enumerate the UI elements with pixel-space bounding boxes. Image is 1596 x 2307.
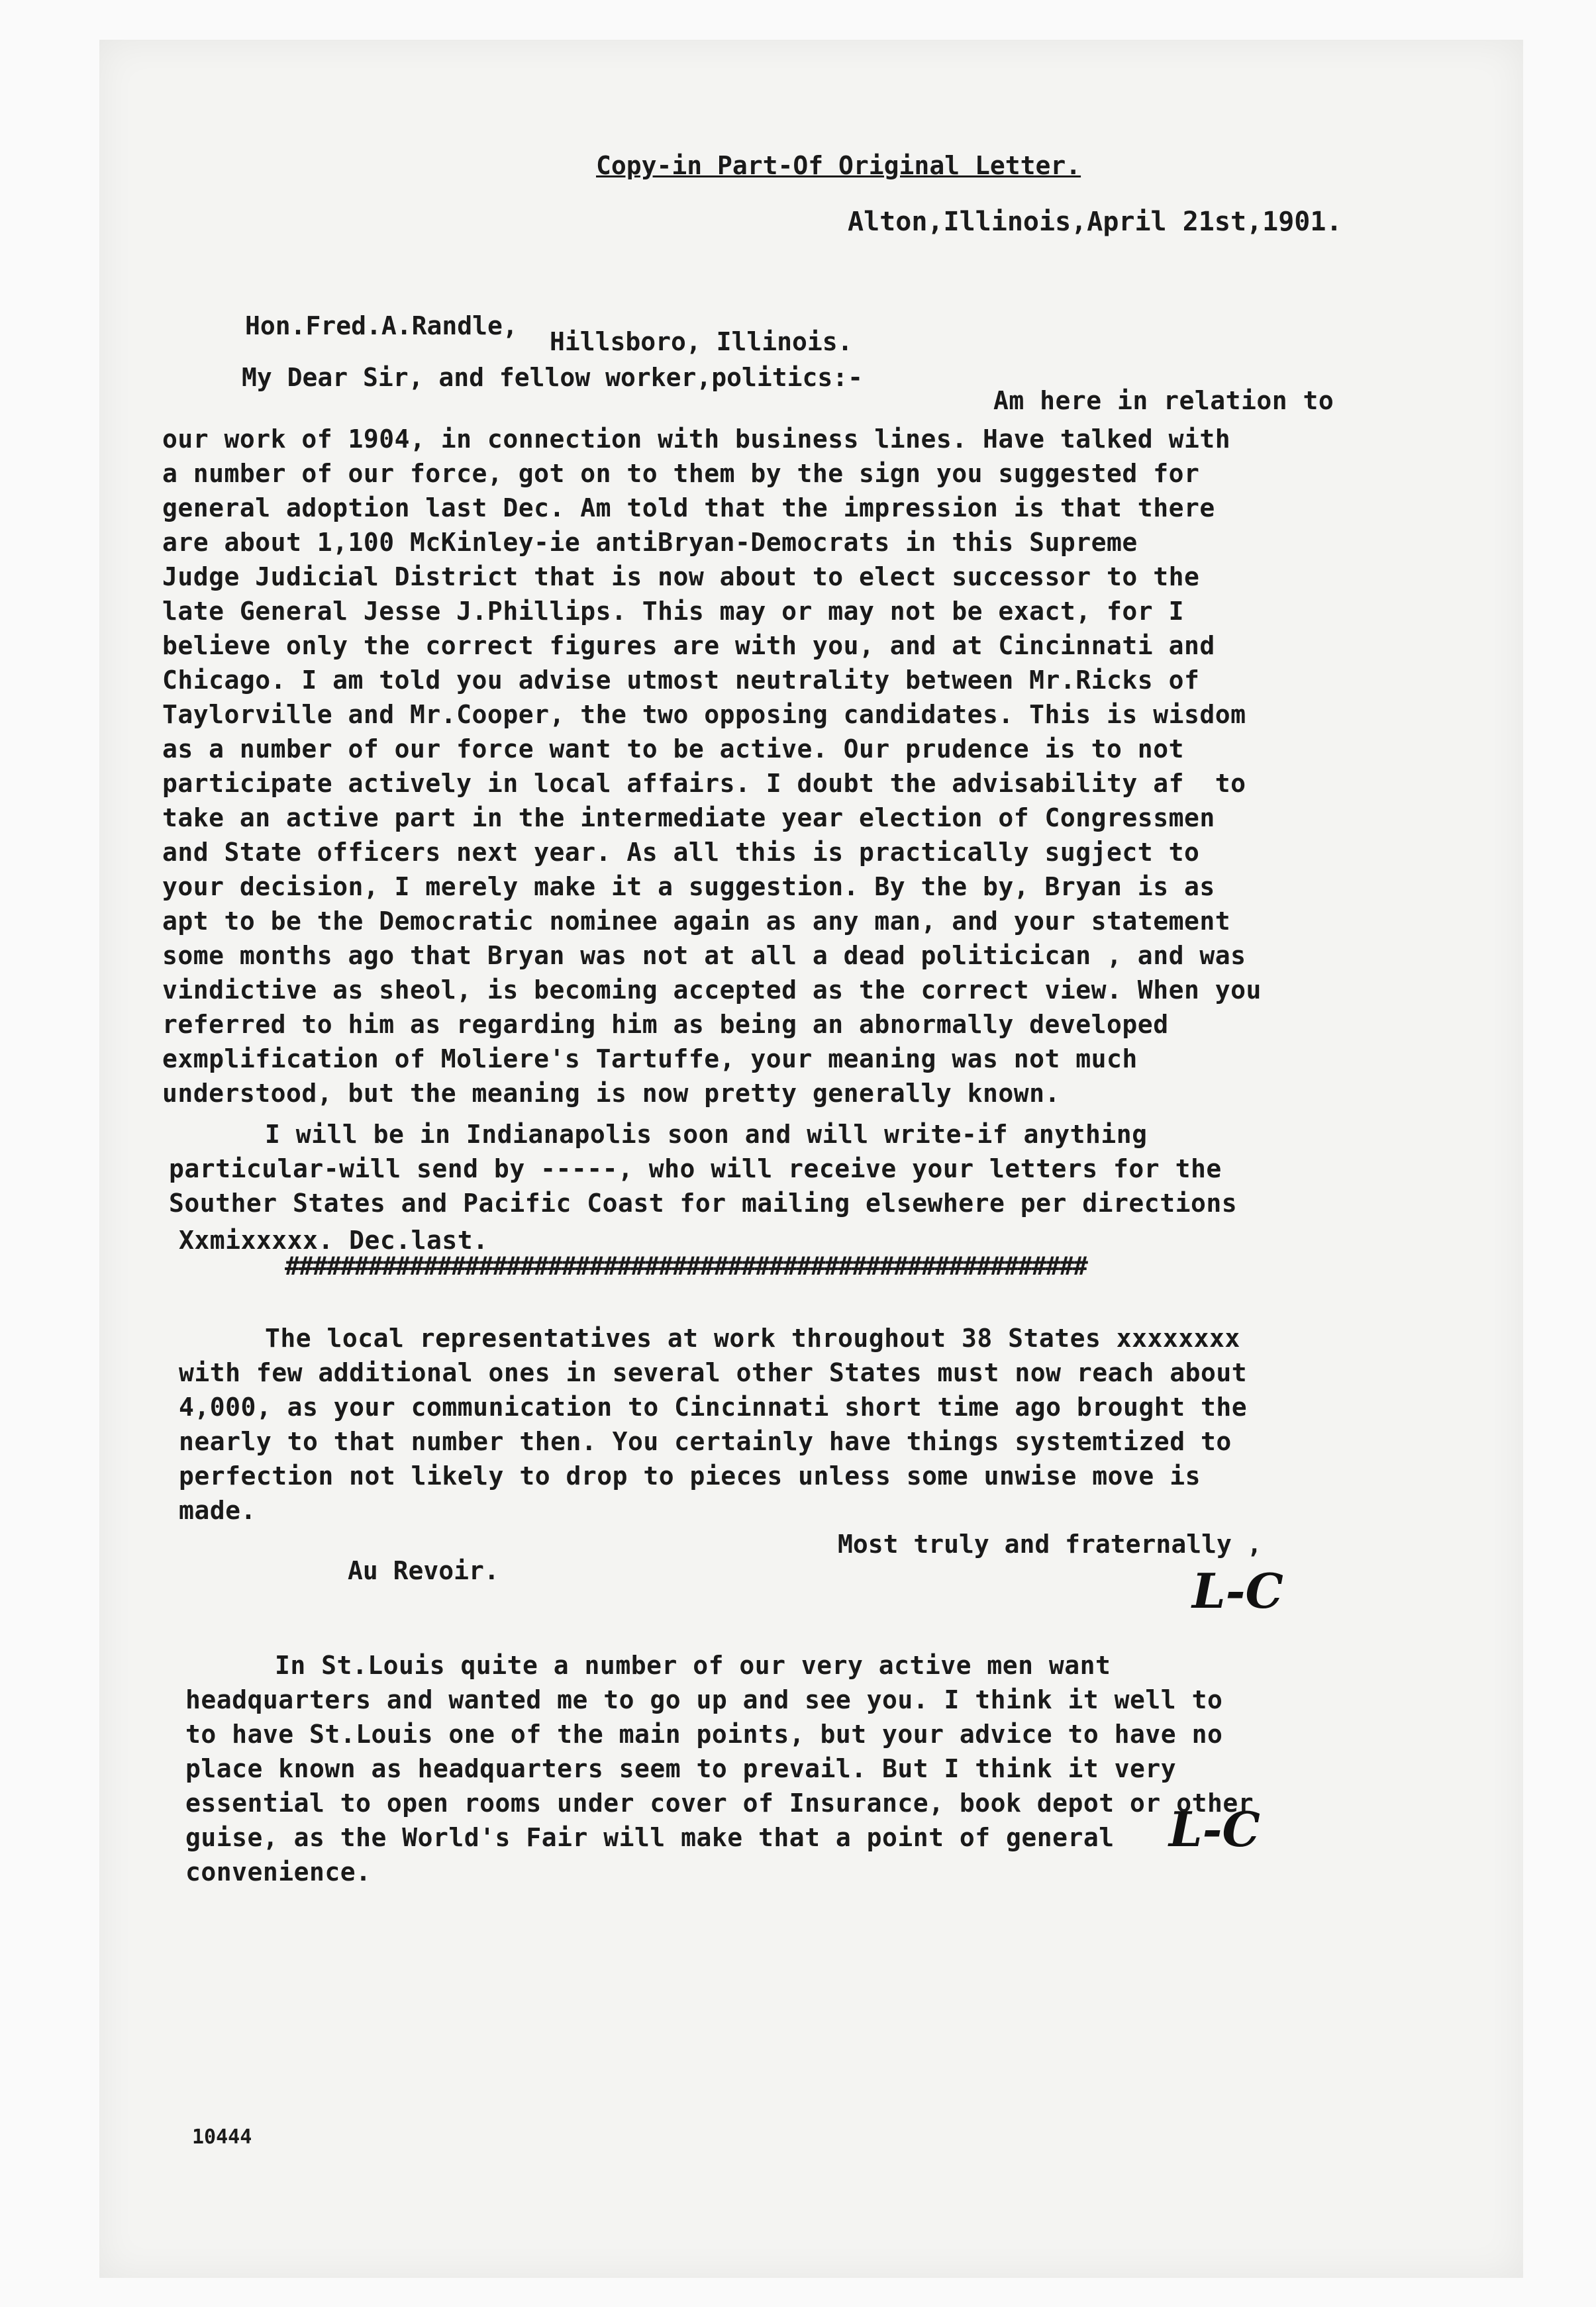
body-line: vindictive as sheol, is becoming accepted as the correct view. When you — [162, 975, 1262, 1005]
body-line: exmplification of Moliere's Tartuffe, your meaning was not much — [162, 1044, 1138, 1073]
body-line: particular-will send by -----, who will receive your letters for the — [169, 1154, 1222, 1183]
body-line: participate actively in local affairs. I doubt the advisability af to — [162, 769, 1246, 798]
body-line: Taylorville and Mr.Cooper, the two opposing candidates. This is wisdom — [162, 700, 1246, 729]
paragraph-line: perfection not likely to drop to pieces unless some unwise move is — [179, 1461, 1201, 1491]
body-line: Xxmixxxxx. Dec.last. — [179, 1226, 489, 1255]
body-line: are about 1,100 McKinley-ie antiBryan-Democrats in this Supreme — [162, 528, 1138, 557]
postscript-line: to have St.Louis one of the main points, but your advice to have no — [185, 1720, 1223, 1749]
body-line: take an active part in the intermediate year election of Congressmen — [162, 803, 1215, 832]
letter-heading: Copy-in Part-Of Original Letter. — [596, 151, 1081, 180]
postscript-line: convenience. — [185, 1857, 372, 1887]
postscript-line: guise, as the World's Fair will make that a point of general — [185, 1823, 1115, 1852]
signature-initials: L-C — [1192, 1563, 1283, 1619]
body-line: your decision, I merely make it a suggestion. By the by, Bryan is as — [162, 872, 1215, 901]
postscript-line: In St.Louis quite a number of our very active men want — [275, 1651, 1111, 1680]
body-line: a number of our force, got on to them by the sign you suggested for — [162, 459, 1200, 488]
recipient-place: Hillsboro, Illinois. — [550, 327, 853, 356]
salutation: My Dear Sir, and fellow worker,politics:- — [242, 363, 863, 392]
body-line: believe only the correct figures are with you, and at Cincinnati and — [162, 631, 1215, 660]
body-line: some months ago that Bryan was not at all a dead politicican , and was — [162, 941, 1246, 970]
body-line: I will be in Indianapolis soon and will write-if anything — [265, 1120, 1148, 1149]
paragraph-line: made. — [179, 1496, 256, 1525]
body-line: Souther States and Pacific Coast for mailing elsewhere per directions — [169, 1189, 1238, 1218]
body-line: Judge Judicial District that is now about to elect successor to the — [162, 562, 1200, 591]
postscript-line: essential to open rooms under cover of Insurance, book depot or other — [185, 1789, 1254, 1818]
paragraph-line: The local representatives at work throughout 38 States xxxxxxxx — [265, 1324, 1240, 1353]
body-line: Chicago. I am told you advise utmost neutrality between Mr.Ricks of — [162, 665, 1200, 695]
body-line: referred to him as regarding him as being an abnormally developed — [162, 1010, 1169, 1039]
body-line: late General Jesse J.Phillips. This may or may not be exact, for I — [162, 597, 1184, 626]
paragraph-line: nearly to that number then. You certainly have things systemtized to — [179, 1427, 1232, 1456]
body-line: Am here in relation to — [993, 386, 1334, 415]
document-number: 10444 — [192, 2126, 252, 2149]
body-line: general adoption last Dec. Am told that the impression is that there — [162, 493, 1215, 522]
body-line: and State officers next year. As all this is practically sugject to — [162, 838, 1200, 867]
postscript-initials: L-C — [1169, 1801, 1260, 1857]
body-line: understood, but the meaning is now pretty generally known. — [162, 1079, 1060, 1108]
closing-right: Most truly and fraternally , — [838, 1530, 1262, 1559]
body-line: our work of 1904, in connection with business lines. Have talked with — [162, 424, 1231, 454]
date-line: Alton,Illinois,April 21st,1901. — [848, 207, 1342, 237]
closing-left: Au Revoir. — [348, 1556, 499, 1585]
postscript-line: place known as headquarters seem to prevail. But I think it very — [185, 1754, 1177, 1783]
paragraph-line: with few additional ones in several other States must now reach about — [179, 1358, 1248, 1387]
recipient-name: Hon.Fred.A.Randle, — [245, 311, 518, 340]
separator-line: ########################################################## — [285, 1252, 1087, 1281]
body-line: as a number of our force want to be active. Our prudence is to not — [162, 734, 1184, 763]
body-line: apt to be the Democratic nominee again as any man, and your statement — [162, 907, 1231, 936]
paragraph-line: 4,000, as your communication to Cincinnati short time ago brought the — [179, 1393, 1248, 1422]
postscript-line: headquarters and wanted me to go up and see you. I think it well to — [185, 1685, 1223, 1714]
